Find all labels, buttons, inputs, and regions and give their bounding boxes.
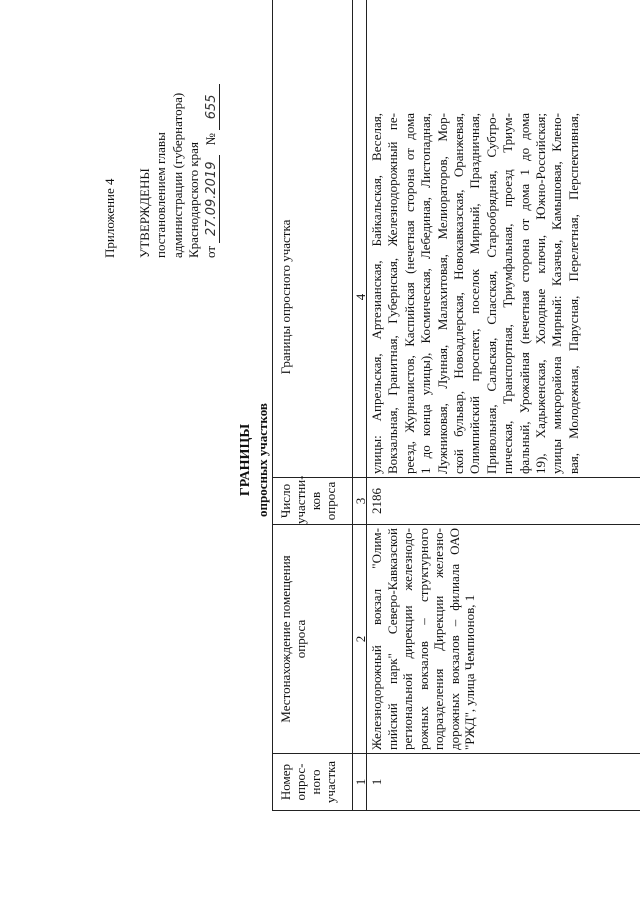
table-border-top (272, 0, 273, 811)
col-number-2: 2 (353, 635, 368, 643)
col-number-1: 1 (353, 778, 368, 786)
col-number-4: 4 (353, 293, 368, 301)
approval-line-2: администрации (губернатора) (170, 92, 185, 258)
from-prefix: от (203, 245, 218, 258)
approval-number: 655 (204, 84, 220, 130)
number-prefix: № (203, 133, 218, 146)
header-col-boundaries: Границы опросного участка (278, 219, 293, 375)
appendix-label: Приложение 4 (102, 178, 117, 258)
approval-date-line (203, 84, 220, 258)
document-title: ГРАНИЦЫ (238, 423, 253, 497)
header-col-location: Местонахождение помещения опроса (278, 555, 308, 723)
approved-label: УТВЕРЖДЕНЫ (137, 168, 152, 258)
row-location: Железнодорожный вокзал "Олим- пийский парк" Северо-Кавказской региональной дирекции железнодо- рожных вокзалов – структурного подразделения Дирекции железно- дорожных вокзалов – филиала ОАО "РЖД", улица Чемпионов, 1 (369, 528, 477, 750)
approval-line-1: постановлением главы (153, 132, 168, 258)
approval-line-3: Краснодарского края (186, 142, 201, 258)
row-count: 2186 (369, 488, 384, 514)
approval-date: 27.09.2019 (204, 155, 220, 243)
table-col-divider-2 (272, 524, 640, 525)
row-boundaries: улицы: Апрельская, Артезианская, Байкальская, Веселая, Вокзальная, Гранитная, Губернская, Железнодорожный пе- реезд, Журналистов, Каспийская (нечетная сторона от дома 1 до конца улицы), Космическая, Лебединая, Листопадная, Лужниковая, Лунная, Малахитовая, Мелиораторов, Мор- ской бульвар, Новоадлерская, Новокавказская, Оранжевая, Олимпийский проспект, поселок Мирный, Праздничная, Привольная, Сальская, Спасская, Старообрядная, Субтро- пическая, Транспортная, Триумфальная, проезд Триум- фальный, Урожайная (нечетная сторона от дома 1 до дома 19), Хадыженская, Холодные ключи, Южно-Российская; улицы микрорайона Мирный: Казачья, Камышовая, Клено- вая, Молодежная, Парусная, Перелетная, Перспективная, (369, 113, 581, 474)
header-col-count: Число участни- ков опроса (278, 475, 338, 524)
table-border-left (272, 810, 640, 811)
document-subtitle: опросных участков (255, 403, 270, 517)
row-number: 1 (369, 778, 384, 786)
col-number-3: 3 (353, 497, 368, 505)
header-col-number: Номер опрос- ного участка (278, 760, 338, 804)
